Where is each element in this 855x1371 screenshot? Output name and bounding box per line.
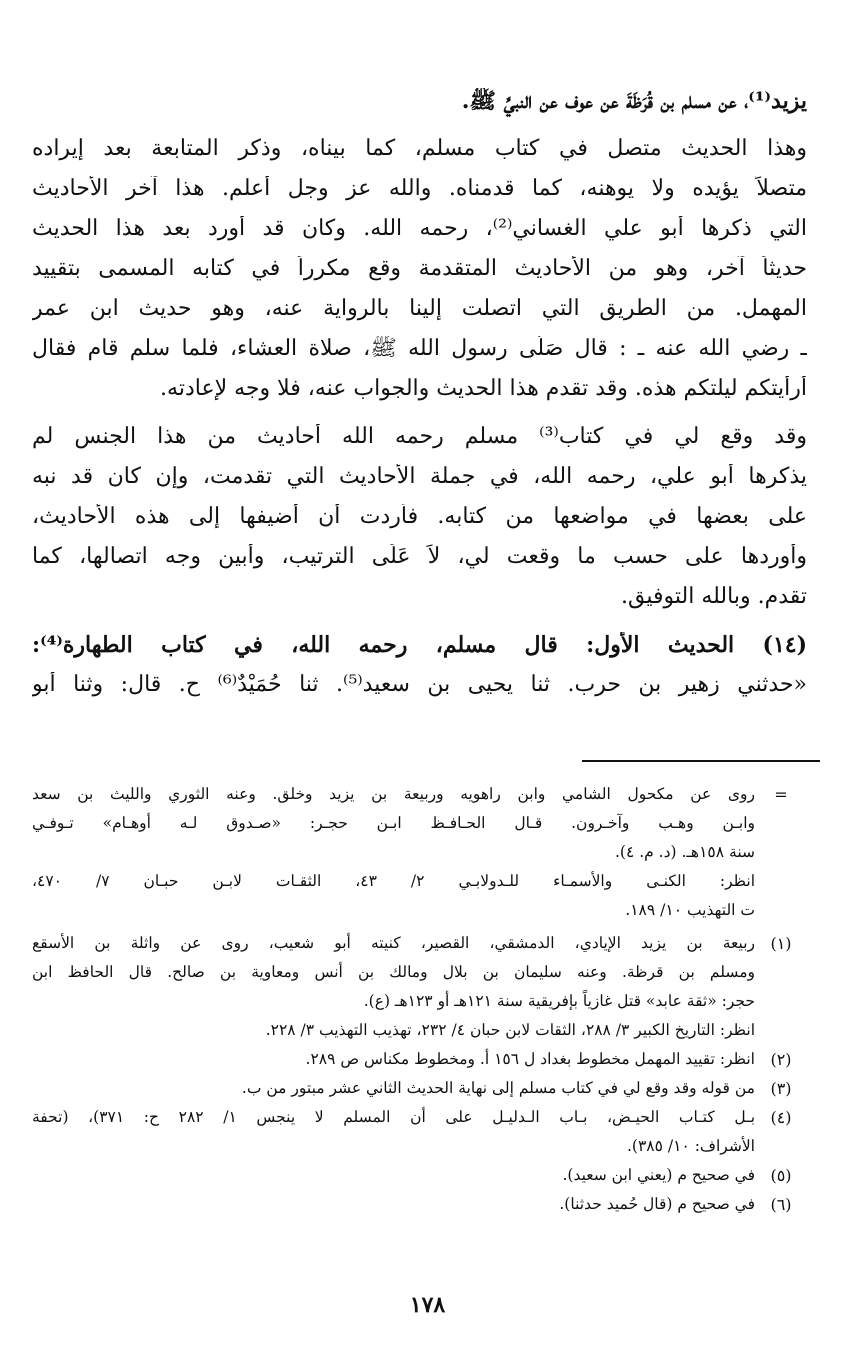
footnote-number: (٤) <box>770 1108 792 1127</box>
text-line: حديثاً آخر، وهو من الأحاديث المتقدمة وقع مكرراً في كتابه المسمى بتقييد <box>32 256 807 281</box>
footnote-line: من قوله وقد وقع لي في كتاب مسلم إلى نهاية الحديث الثاني عشر مبتور من ب. <box>241 1079 755 1097</box>
text-line: يذكرها أبو علي، رحمه الله، في جملة الأحاديث التي تقدمت، وإن كان قد نبه <box>32 464 807 489</box>
footnote-number: (٦) <box>770 1195 792 1214</box>
footnote-5 <box>32 1161 807 1190</box>
footnote-number: (٣) <box>770 1079 792 1098</box>
footnote-line: وابـن وهـب وآخـرون. قـال الحـافـظ ابـن حجـر: «صـدوق لـه أوهـام» تـوفـي <box>32 814 755 832</box>
footnote-line: سنة ١٥٨هـ. (د. م. ٤). <box>614 843 755 861</box>
footnote-line: حجر: «ثقة عابد» قتل غازياً بإفريقية سنة ١٢١هـ أو ١٢٣هـ (ع). <box>363 992 755 1010</box>
footnote-3 <box>32 1074 807 1103</box>
text-line: وهذا الحديث متصل في كتاب مسلم، كما بيناه، وذكر المتابعة بعد إيراده <box>32 136 807 161</box>
footnote-line: ت التهذيب ١٠/ ١٨٩. <box>625 901 755 919</box>
text-line: ـ رضي الله عنه ـ : قال صَلَّى رسول الله ﷺ، صلاة العشاء، فلما سلم قام فقال <box>32 336 807 361</box>
footnote-line: بـل كتـاب الحيـض، بـاب الـدليـل على أن المسلم لا ينجس ١/ ٢٨٢ ح: ٣٧١)، (تحفة <box>32 1108 755 1126</box>
text-line: على بعضها في مواضعها من كتابه. فأردت أن أضيفها إلى هذه الأحاديث، <box>32 504 807 529</box>
footnote-line: ومسلم بن قرظة. وعنه سليمان بن بلال ومالك بن أنس ومعاوية بن صالح. قال الحافظ ابن <box>32 963 755 981</box>
footnote-line: انظر: تقييد المهمل مخطوط بغداد ل ١٥٦ أ. ومخطوط مكناس ص ٢٨٩. <box>305 1050 755 1068</box>
footnote-line: ربيعة بن يزيد الإيادي، الدمشقي، القصير، كنيته أبو شعيب، روى عن واثلة بن الأسقع <box>32 934 755 952</box>
text-line: يزيد⁽¹⁾، عن مسلم بن قُرَظَةَ عن عوف عن النبيِّ ﷺ. <box>461 88 807 114</box>
footnote-line: في صحيح م (يعني ابن سعيد). <box>562 1166 755 1184</box>
footnote-1 <box>32 929 807 1045</box>
footnote-line: في صحيح م (قال حُميد حدثنا). <box>559 1195 755 1213</box>
footnote-line: انظر: التاريخ الكبير ٣/ ٢٨٨، الثقات لابن حبان ٤/ ٢٣٢، تهذيب التهذيب ٣/ ٢٢٨. <box>265 1021 755 1039</box>
footnote-6 <box>32 1190 807 1219</box>
footnote-continued <box>32 780 807 925</box>
text-line: متصلاً يؤيده ولا يوهنه، كما قدمناه. والله عز وجل أعلم. هذا آخر الأحاديث <box>32 176 807 201</box>
text-line: أرأيتكم ليلتكم هذه. وقد تقدم هذا الحديث والجواب عنه، فلا وجه لإعادته. <box>160 376 807 401</box>
text-line: «حدثني زهير بن حرب. ثنا يحيى بن سعيد⁽⁵⁾. ثنا حُمَيْدٌ⁽⁶⁾ ح. قال: وثنا أبو <box>32 672 807 697</box>
footnote-4 <box>32 1103 807 1161</box>
text-line: التي ذكرها أبو علي الغساني⁽²⁾، رحمه الله. وكان قد أورد بعد هذا الحديث <box>32 216 807 241</box>
main-text <box>32 88 807 712</box>
footnote-line: روى عن مكحول الشامي وابن راهويه وربيعة بن يزيد وخلق. وعنه الثوري والليث بن سعد <box>32 785 755 803</box>
footnote-number: (١) <box>770 934 792 953</box>
text-line: المهمل. من الطريق التي اتصلت إلينا بالرواية عنه، وهو حديث ابن عمر <box>32 296 807 321</box>
footnote-marker: = <box>774 785 788 804</box>
hadith-heading: (١٤) الحديث الأول: قال مسلم، رحمه الله، في كتاب الطهارة⁽⁴⁾: <box>32 632 807 658</box>
page-number: ١٧٨ <box>409 1292 446 1318</box>
text-line: وأوردها على حسب ما وقعت لي، لاَ عَلَى الترتيب، وأبين وجه اتصالها، كما <box>32 544 807 569</box>
footnote-line: الأشراف: ١٠/ ٣٨٥). <box>627 1137 755 1155</box>
footnote-line: انظر: الكنـى والأسمـاء للـدولابـي ٢/ ٤٣، الثقـات لابـن حبـان ٧/ ٤٧٠، <box>32 872 755 890</box>
footnote-number: (٥) <box>770 1166 792 1185</box>
footnote-2 <box>32 1045 807 1074</box>
text-line: وقد وقع لي في كتاب⁽³⁾ مسلم رحمه الله أحاديث من هذا الجنس لم <box>32 424 807 449</box>
footnote-number: (٢) <box>770 1050 792 1069</box>
text-line: تقدم. وبالله التوفيق. <box>621 584 807 609</box>
footnote-divider <box>582 760 820 762</box>
footnotes <box>32 780 807 1219</box>
